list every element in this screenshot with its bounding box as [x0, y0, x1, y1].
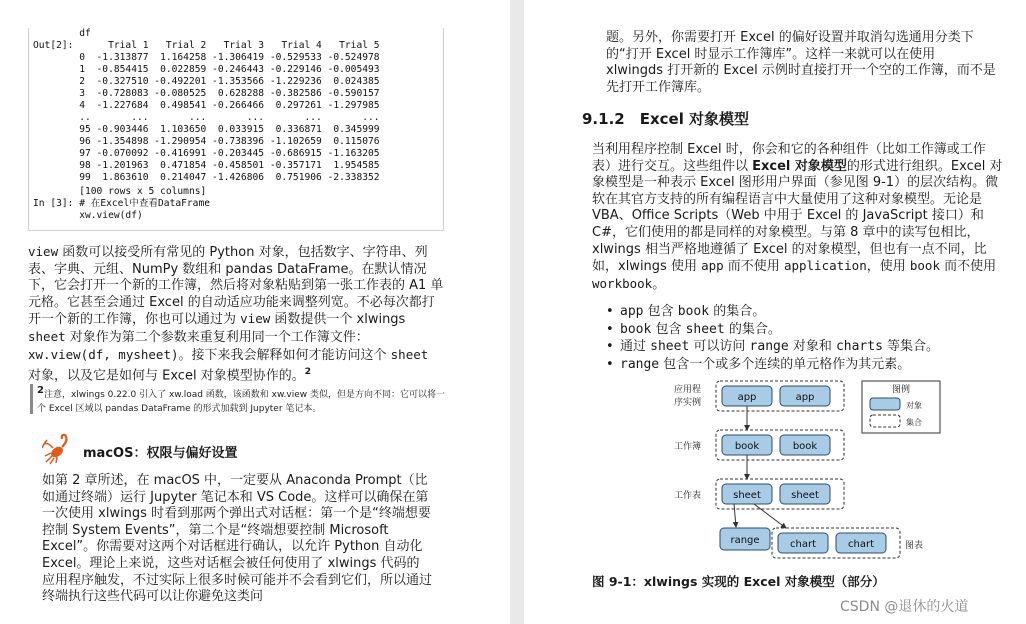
- list-item: • app 包含 book 的集合。: [606, 303, 939, 321]
- code-line: 97 -0.070092 -0.416991 -0.203445 -0.686915 -1.163205: [33, 148, 380, 159]
- arrow-sheet-charts: [754, 504, 786, 528]
- code-line: xw.view(df): [33, 210, 143, 221]
- legend-object-label: 对象: [906, 401, 922, 410]
- figure-caption: 图 9-1：xlwings 实现的 Excel 对象模型（部分）: [592, 574, 885, 589]
- scorpion-icon: [42, 432, 76, 466]
- code-line: 3 -0.728083 -0.080525 0.628288 -0.382586 -0.590157: [33, 88, 380, 99]
- code-line: Out[2]: Trial 1 Trial 2 Trial 3 Trial 4 Trial 5: [33, 40, 380, 51]
- code-line: 4 -1.227684 0.498541 -0.266466 0.297261 -1.297985: [33, 100, 380, 111]
- code-line: .. ... ... ... ... ...: [33, 112, 380, 123]
- book-node-label: book: [792, 441, 818, 452]
- code-block: [28, 28, 444, 231]
- right-page: [524, 0, 1026, 624]
- app-node-label: app: [795, 392, 815, 403]
- top-paragraph: 题。另外，你需要打开 Excel 的偏好设置并取消勾选通用分类下的“打开 Excel 时显示工作簿库”。这样一来就可以在使用 xlwingds 打开新的 Excel 示例时直接打开一个空的工作簿，而不是先打开工作簿库。: [606, 30, 996, 95]
- book-node-label: book: [734, 441, 760, 452]
- code-line: 1 -0.854415 0.022859 -0.246443 -0.229146 -0.005493: [33, 64, 380, 75]
- code-line: 2 -0.327510 -0.492201 -1.353566 -1.229236 0.024385: [33, 76, 380, 87]
- app-instance-label: 序实例: [674, 398, 702, 408]
- sheet-node-label: sheet: [733, 490, 761, 501]
- code-line: df: [33, 28, 91, 39]
- app-node-label: app: [737, 392, 757, 403]
- charts-label: 图表: [905, 541, 924, 551]
- code-line: 95 -0.903446 1.103650 0.033915 0.336871 0.345999: [33, 124, 380, 135]
- code-line: In [3]: # 在Excel中查看DataFrame: [33, 198, 210, 209]
- legend-object-swatch: [870, 398, 900, 410]
- app-instance-label: 应用程: [674, 385, 702, 395]
- left-page: [0, 0, 510, 624]
- mac-heading: macOS：权限与偏好设置: [83, 446, 238, 461]
- footnote-bar: [30, 384, 33, 414]
- worksheet-label: 工作表: [674, 491, 702, 501]
- workbook-label: 工作簿: [674, 442, 702, 452]
- arrow-sheet-range: [734, 504, 736, 527]
- sheet-node-label: sheet: [791, 490, 819, 501]
- code-line: 98 -1.201963 0.471854 -0.458501 -0.357171 1.954585: [33, 160, 380, 171]
- legend-title: 图例: [892, 385, 911, 395]
- section-title: 9.1.2 Excel 对象模型: [582, 110, 750, 128]
- footnote: $^2$注意，xlwings 0.22.0 引入了 xw.load 函数，该函数和 xw.view 类似，但是方向不同：它可以将一个 Excel 区域以 pandas DataFrame 的形式加载到 Jupyter 笔记本。: [37, 385, 445, 414]
- code-line: [100 rows x 5 columns]: [33, 186, 207, 197]
- mac-paragraph: 如第 2 章所述，在 macOS 中，一定要从 Anaconda Prompt（比如通过终端）运行 Jupyter 笔记本和 VS Code。这样可以确保在第一次使用 xlwings 时看到那两个弹出式对话框：第一个是“终端想要控制 System Events”，第二个是“终端想要控制 Microsoft Excel”。你需要对这两个对话框进行确认，以允许 Python 自动化 Excel。理论上来说，这些对话框会被任何使用了 xlwings 代码的应用程序触发，不过实际上很多时候可能并不会看到它们，所以通过终端执行这些代码可以让你避免这类问: [42, 473, 433, 605]
- legend-collection-label: 集合: [906, 418, 922, 427]
- list-item: • range 包含一个或多个连续的单元格作为其元素。: [606, 356, 939, 374]
- page-gap: [510, 0, 524, 624]
- list-item: • book 包含 sheet 的集合。: [606, 321, 939, 339]
- code-line: 96 -1.354898 -1.290954 -0.738396 -1.102659 0.115076: [33, 136, 380, 147]
- object-model-paragraph: 当利用程序控制 Excel 时，你会和它的各种组件（比如工作簿或工作表）进行交互。这些组件以 Excel 对象模型的形式进行组织。Excel 对象模型是一种表示 Excel 图形用户界面（参见图 9-1）的层次结构。微软在其官方支持的所有编程语言中大量使用了这种对象模型。无论是 VBA、Office Scripts（Web 中用于 Excel 的 JavaScript 接口）和 C#，它们使用的都是同样的对象模型。与第 8 章中的读写包相比，xlwings 相当严格地遵循了 Excel 的对象模型，但也有一点不同，比如，xlwings 使用 app 而不使用 application，使用 book 而不使用 workbook。: [592, 142, 1003, 292]
- code-line: 0 -1.313877 1.164258 -1.306419 -0.529533 -0.524978: [33, 52, 380, 63]
- watermark: CSDN @退休的火道: [840, 599, 969, 615]
- chart-node-label: chart: [790, 539, 816, 550]
- range-node-label: range: [730, 535, 760, 546]
- chart-node-label: chart: [848, 539, 874, 550]
- object-model-diagram: [674, 378, 944, 564]
- view-paragraph: view 函数可以接受所有常见的 Python 对象，包括数字、字符串、列表、字典、元组、NumPy 数组和 pandas DataFrame。在默认情况下，它会打开一个新的工作簿，然后将对象粘贴到第一张工作表的 A1 单元格。它甚至会通过 Excel 的自动适应功能来调整列宽。不必每次都打开一个新的工作簿，你也可以通过为 view 函数提供一个 xlwings sheet 对象作为第二个参数来重复利用同一个工作簿文件：xw.view(df, mysheet)。接下来我会解释如何才能访问这个 sheet 对象，以及它是如何与 Excel 对象模型协作的。$^2$: [28, 244, 444, 384]
- bullet-list: [606, 303, 939, 373]
- list-item: • 通过 sheet 可以访问 range 对象和 charts 等集合。: [606, 338, 939, 356]
- code-line: 99 1.863610 0.214047 -1.426806 0.751906 -2.338352: [33, 172, 380, 183]
